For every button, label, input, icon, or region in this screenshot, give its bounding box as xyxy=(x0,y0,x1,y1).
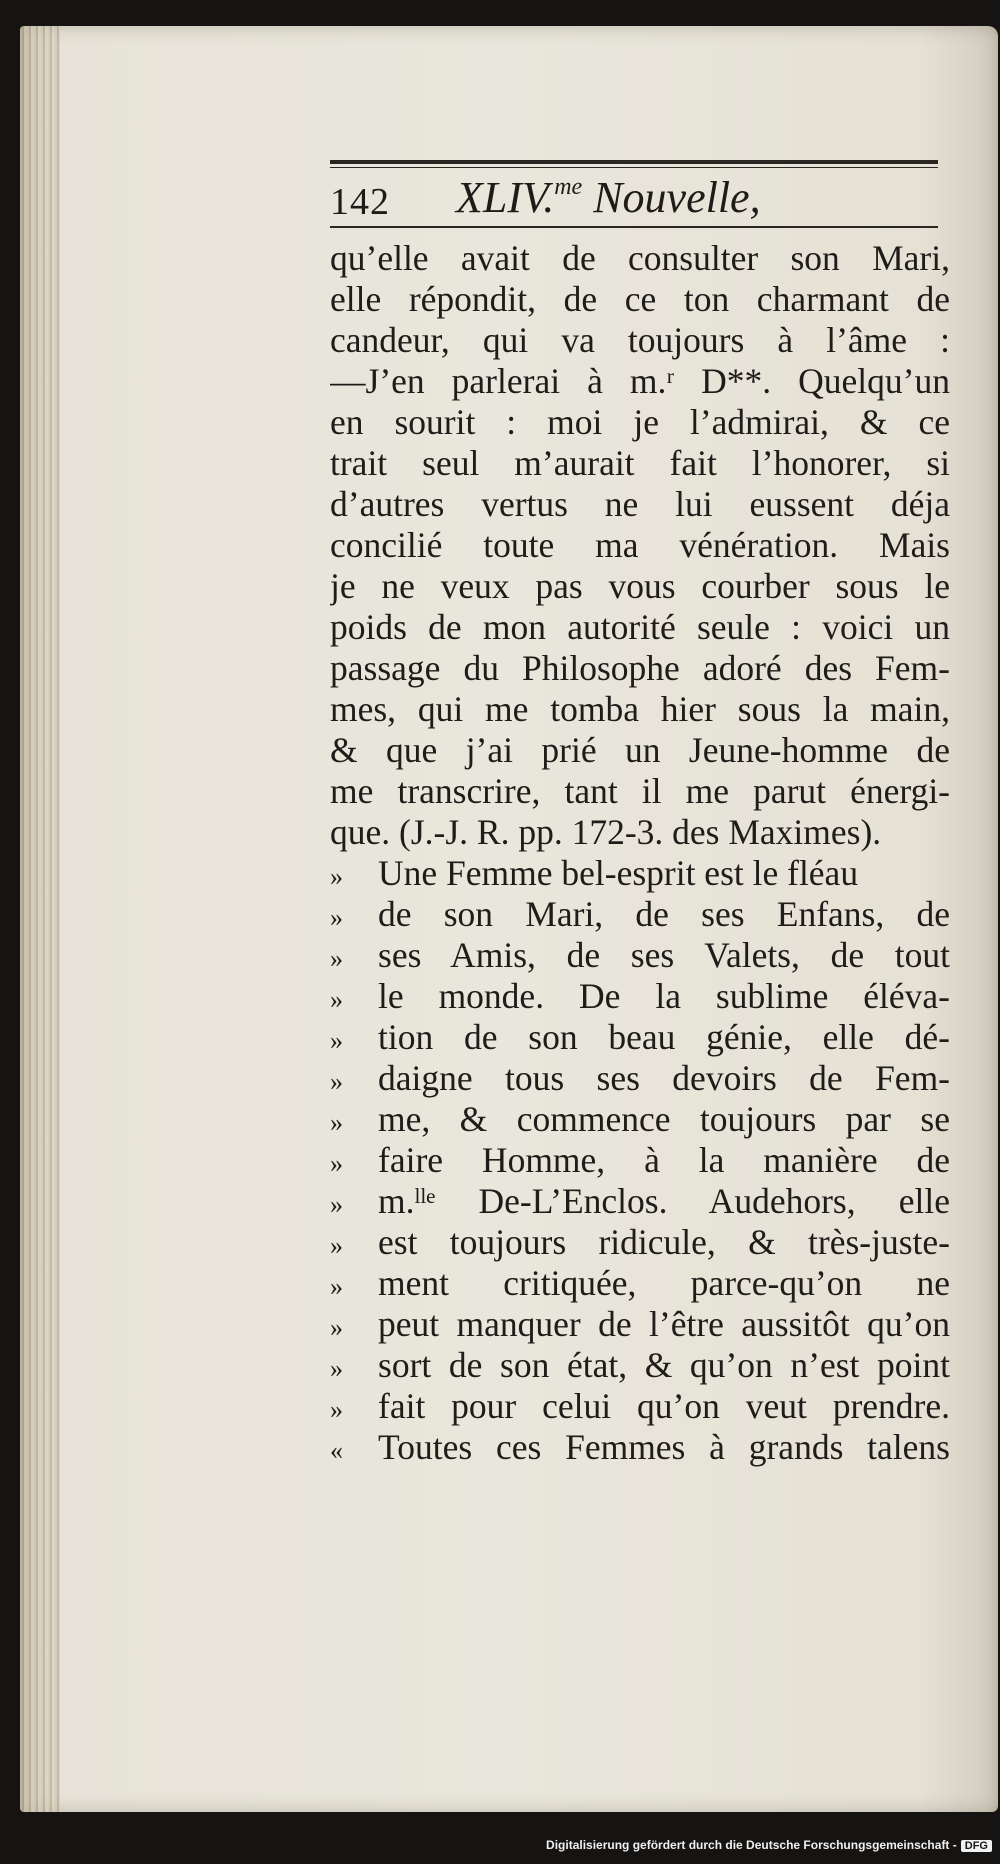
quote-text: ses Amis, de ses Valets, de tout xyxy=(378,935,950,975)
text-line: que. (J.-J. R. pp. 172-3. des Maximes). xyxy=(330,812,882,852)
quote-line xyxy=(330,1099,950,1140)
quote-text: m.ˡˡᵉ De-L’Enclos. Audehors, elle xyxy=(378,1181,950,1221)
quote-line xyxy=(330,1017,950,1058)
quote-line xyxy=(330,1140,950,1181)
quote-mark: » xyxy=(330,944,343,973)
text-line: je ne veux pas vous courber sous le xyxy=(330,566,950,606)
running-title-main: XLIV. xyxy=(456,173,555,222)
text-line: qu’elle avait de consulter son Mari, xyxy=(330,238,950,278)
header-rule-bottom xyxy=(330,226,938,228)
quote-mark: » xyxy=(330,903,343,932)
text-line: elle répondit, de ce ton charmant de xyxy=(330,279,950,319)
text-line: me transcrire, tant il me parut énergi- xyxy=(330,771,950,811)
quote-mark: » xyxy=(330,985,343,1014)
quote-text: Toutes ces Femmes à grands talens xyxy=(378,1427,950,1467)
quote-line xyxy=(330,1345,950,1386)
running-title xyxy=(456,172,761,223)
text-line: d’autres vertus ne lui eussent déja xyxy=(330,484,950,524)
quote-text: faire Homme, à la manière de xyxy=(378,1140,950,1180)
quote-mark: » xyxy=(330,1149,343,1178)
quote-text: me, & commence toujours par se xyxy=(378,1099,950,1139)
quote-text: Une Femme bel-esprit est le fléau xyxy=(378,853,859,893)
quote-mark: » xyxy=(330,1231,343,1260)
quote-mark: » xyxy=(330,1108,343,1137)
quote-text: sort de son état, & qu’on n’est point xyxy=(378,1345,950,1385)
quote-text: fait pour celui qu’on veut prendre. xyxy=(378,1386,950,1426)
text-line: concilié toute ma vénération. Mais xyxy=(330,525,950,565)
text-line: mes, qui me tomba hier sous la main, xyxy=(330,689,950,729)
footer-text: Digitalisierung gefördert durch die Deutsche Forschungsgemeinschaft - xyxy=(546,1838,957,1852)
quote-text: de son Mari, de ses Enfans, de xyxy=(378,894,950,934)
quote-line xyxy=(330,976,950,1017)
quote-mark: » xyxy=(330,1313,343,1342)
digitization-footer xyxy=(546,1838,992,1860)
page-header xyxy=(330,172,940,226)
text-line: poids de mon autorité seule : voici un xyxy=(330,607,950,647)
quote-mark: » xyxy=(330,862,343,891)
text-line: trait seul m’aurait fait l’honorer, si xyxy=(330,443,950,483)
quote-text: daigne tous ses devoirs de Fem- xyxy=(378,1058,950,1098)
quote-line xyxy=(330,1427,950,1468)
quote-line xyxy=(330,894,950,935)
running-title-rest: Nouvelle, xyxy=(593,173,761,222)
quote-line xyxy=(330,853,950,894)
dfg-logo: DFG xyxy=(961,1840,992,1852)
quote-line xyxy=(330,1181,950,1222)
text-line: —J’en parlerai à m.ʳ D**. Quelqu’un xyxy=(330,361,950,401)
quote-line xyxy=(330,1304,950,1345)
text-line: passage du Philosophe adoré des Fem- xyxy=(330,648,950,688)
quote-mark: » xyxy=(330,1067,343,1096)
page-number: 142 xyxy=(330,181,390,223)
quote-mark: » xyxy=(330,1272,343,1301)
quote-text: est toujours ridicule, & très-juste- xyxy=(378,1222,950,1262)
text-line: candeur, qui va toujours à l’âme : xyxy=(330,320,950,360)
quote-mark: » xyxy=(330,1354,343,1383)
quote-mark: « xyxy=(330,1436,343,1465)
page-text xyxy=(330,238,950,1468)
quote-line xyxy=(330,1263,950,1304)
header-rule-top-thin xyxy=(330,167,938,168)
quote-mark: » xyxy=(330,1395,343,1424)
quote-text: ment critiquée, parce-qu’on ne xyxy=(378,1263,950,1303)
quote-mark: » xyxy=(330,1190,343,1219)
page-edge-shadow xyxy=(20,26,60,1812)
quote-line xyxy=(330,1058,950,1099)
quote-line xyxy=(330,935,950,976)
header-rule-top xyxy=(330,160,938,164)
quote-mark: » xyxy=(330,1026,343,1055)
quote-text: peut manquer de l’être aussitôt qu’on xyxy=(378,1304,950,1344)
quote-line xyxy=(330,1222,950,1263)
quote-text: le monde. De la sublime éléva- xyxy=(378,976,950,1016)
text-line: & que j’ai prié un Jeune-homme de xyxy=(330,730,950,770)
quote-line xyxy=(330,1386,950,1427)
text-line: en sourit : moi je l’admirai, & ce xyxy=(330,402,950,442)
running-title-superscript: me xyxy=(554,174,583,200)
quote-text: tion de son beau génie, elle dé- xyxy=(378,1017,950,1057)
